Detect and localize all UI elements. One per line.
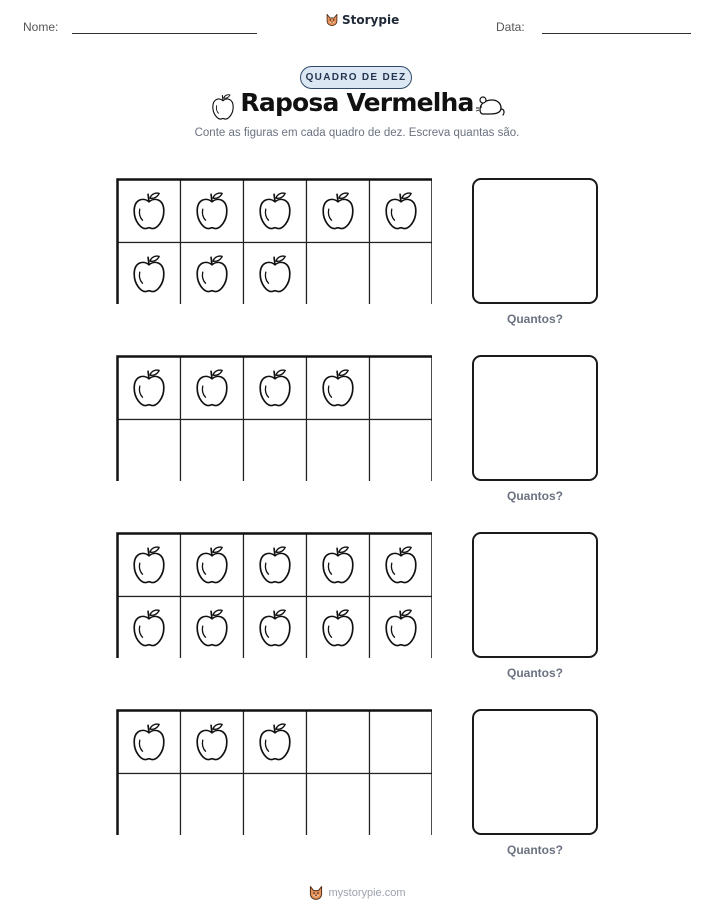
frame-cell (307, 774, 370, 836)
frame-cell (370, 774, 433, 836)
fox-mascot-icon (308, 885, 324, 901)
frame-cell (181, 420, 244, 482)
frame-cell (370, 711, 433, 774)
frame-cell (307, 357, 370, 420)
frame-cell (244, 711, 307, 774)
frame-cell (118, 420, 181, 482)
frame-cell (118, 774, 181, 836)
frame-cell (181, 534, 244, 597)
frame-cell (118, 711, 181, 774)
ten-frame-grid (116, 709, 432, 835)
frame-cell (307, 597, 370, 659)
answer-label-2: Quantos? (507, 489, 563, 503)
frame-cell (370, 420, 433, 482)
frame-cell (181, 357, 244, 420)
frame-cell (307, 243, 370, 305)
date-line[interactable] (542, 33, 691, 34)
frame-cell (118, 357, 181, 420)
ten-frame-1 (116, 178, 432, 304)
date-label: Data: (496, 20, 525, 34)
frame-cell (244, 357, 307, 420)
ten-frame-grid (116, 532, 432, 658)
frame-cell (181, 711, 244, 774)
frame-cell (244, 420, 307, 482)
frame-cell (370, 243, 433, 305)
worksheet-type-badge: QUADRO DE DEZ (300, 66, 412, 89)
mouse-icon (474, 94, 506, 118)
ten-frame-grid (116, 355, 432, 481)
answer-box-3[interactable] (472, 532, 598, 658)
frame-cell (118, 534, 181, 597)
frame-cell (370, 180, 433, 243)
frame-cell (307, 711, 370, 774)
page-title: Raposa Vermelha (240, 88, 474, 117)
frame-cell (181, 597, 244, 659)
frame-cell (118, 180, 181, 243)
brand-name: Storypie (342, 13, 400, 27)
ten-frame-3 (116, 532, 432, 658)
answer-label-4: Quantos? (507, 843, 563, 857)
answer-box-2[interactable] (472, 355, 598, 481)
worksheet-header (0, 0, 714, 50)
ten-frame-4 (116, 709, 432, 835)
frame-cell (244, 597, 307, 659)
frame-cell (181, 180, 244, 243)
footer-url[interactable]: mystorypie.com (328, 887, 406, 899)
name-label: Nome: (23, 20, 59, 34)
answer-label-3: Quantos? (507, 666, 563, 680)
brand-logo (325, 13, 399, 27)
frame-cell (370, 597, 433, 659)
ten-frame-grid (116, 178, 432, 304)
answer-box-4[interactable] (472, 709, 598, 835)
frame-cell (244, 774, 307, 836)
frame-cell (370, 357, 433, 420)
frame-cell (181, 774, 244, 836)
frame-cell (307, 180, 370, 243)
instructions: Conte as figuras em cada quadro de dez. Escreva quantas são. (194, 127, 520, 139)
name-line[interactable] (72, 33, 257, 34)
ten-frame-2 (116, 355, 432, 481)
fox-mascot-icon (325, 13, 339, 27)
frame-cell (244, 243, 307, 305)
footer (0, 885, 714, 901)
answer-box-1[interactable] (472, 178, 598, 304)
frame-cell (307, 420, 370, 482)
frame-cell (244, 534, 307, 597)
answer-label-1: Quantos? (507, 312, 563, 326)
frame-cell (118, 243, 181, 305)
frame-cell (370, 534, 433, 597)
frame-cell (307, 534, 370, 597)
frame-cell (118, 597, 181, 659)
frame-cell (181, 243, 244, 305)
frame-cell (244, 180, 307, 243)
